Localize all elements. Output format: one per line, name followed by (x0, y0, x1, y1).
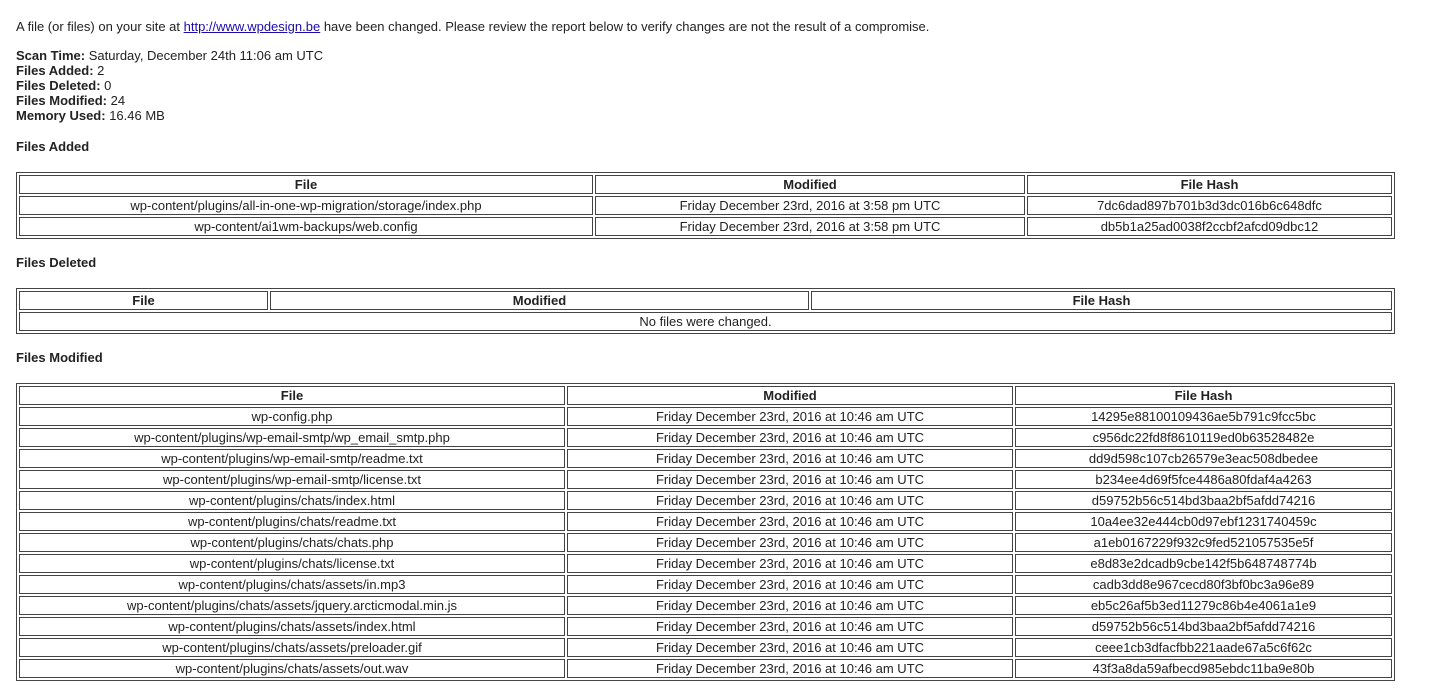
table-row (19, 638, 1392, 657)
modified-date-cell: Friday December 23rd, 2016 at 10:46 am UTC (567, 638, 1013, 657)
files-deleted-table (16, 288, 1395, 334)
table-header-row (19, 386, 1392, 405)
memory-used-value: 16.46 MB (109, 108, 165, 123)
file-hash-cell: d59752b56c514bd3baa2bf5afdd74216 (1015, 491, 1392, 510)
file-path-cell: wp-content/plugins/wp-email-smtp/license.txt (19, 470, 565, 489)
file-path-cell: wp-content/plugins/chats/assets/out.wav (19, 659, 565, 678)
table-row (19, 533, 1392, 552)
table-row (19, 659, 1392, 678)
files-added-value: 2 (97, 63, 105, 78)
files-modified-rows (19, 407, 1392, 678)
table-header-row (19, 175, 1392, 194)
table-row (19, 196, 1392, 215)
file-hash-cell: c956dc22fd8f8610119ed0b63528482e (1015, 428, 1392, 447)
modified-date-cell: Friday December 23rd, 2016 at 10:46 am UTC (567, 428, 1013, 447)
file-hash-cell: dd9d598c107cb26579e3eac508dbedee (1015, 449, 1392, 468)
file-hash-cell: cadb3dd8e967cecd80f3bf0bc3a96e89 (1015, 575, 1392, 594)
hash-column-header: File Hash (1027, 175, 1392, 194)
file-path-cell: wp-content/plugins/chats/chats.php (19, 533, 565, 552)
file-hash-cell: 43f3a8da59afbecd985ebdc11ba9e80b (1015, 659, 1392, 678)
hash-column-header: File Hash (1015, 386, 1392, 405)
file-hash-cell: d59752b56c514bd3baa2bf5afdd74216 (1015, 617, 1392, 636)
table-row (19, 554, 1392, 573)
modified-date-cell: Friday December 23rd, 2016 at 10:46 am UTC (567, 659, 1013, 678)
table-row (19, 575, 1392, 594)
table-row (19, 449, 1392, 468)
table-row (19, 470, 1392, 489)
file-path-cell: wp-content/ai1wm-backups/web.config (19, 217, 593, 236)
modified-date-cell: Friday December 23rd, 2016 at 10:46 am UTC (567, 617, 1013, 636)
file-hash-cell: a1eb0167229f932c9fed521057535e5f (1015, 533, 1392, 552)
scan-time-label: Scan Time: (16, 48, 86, 63)
file-path-cell: wp-content/plugins/chats/assets/preloader.gif (19, 638, 565, 657)
file-path-cell: wp-content/plugins/chats/assets/index.html (19, 617, 565, 636)
files-deleted-heading: Files Deleted (16, 255, 97, 270)
hash-column-header: File Hash (811, 291, 1392, 310)
files-added-row (16, 63, 323, 78)
modified-column-header: Modified (595, 175, 1025, 194)
no-files-message: No files were changed. (19, 312, 1392, 331)
modified-date-cell: Friday December 23rd, 2016 at 10:46 am UTC (567, 575, 1013, 594)
intro-before: A file (or files) on your site at (16, 19, 184, 34)
file-hash-cell: 14295e88100109436ae5b791c9fcc5bc (1015, 407, 1392, 426)
modified-date-cell: Friday December 23rd, 2016 at 3:58 pm UTC (595, 196, 1025, 215)
files-deleted-row (16, 78, 323, 93)
modified-date-cell: Friday December 23rd, 2016 at 10:46 am UTC (567, 470, 1013, 489)
files-deleted-label: Files Deleted: (16, 78, 101, 93)
modified-date-cell: Friday December 23rd, 2016 at 10:46 am UTC (567, 554, 1013, 573)
table-row (19, 407, 1392, 426)
files-added-table (16, 172, 1395, 239)
file-column-header: File (19, 291, 268, 310)
files-added-rows (19, 196, 1392, 236)
modified-column-header: Modified (567, 386, 1013, 405)
memory-used-row (16, 108, 323, 123)
files-modified-row (16, 93, 323, 108)
file-column-header: File (19, 175, 593, 194)
file-path-cell: wp-content/plugins/chats/index.html (19, 491, 565, 510)
intro-after: have been changed. Please review the report below to verify changes are not the result of a compromise. (320, 19, 930, 34)
scan-time-row (16, 48, 323, 63)
file-hash-cell: eb5c26af5b3ed11279c86b4e4061a1e9 (1015, 596, 1392, 615)
modified-date-cell: Friday December 23rd, 2016 at 10:46 am UTC (567, 491, 1013, 510)
table-row (19, 596, 1392, 615)
scan-summary (16, 48, 323, 123)
file-hash-cell: 10a4ee32e444cb0d97ebf1231740459c (1015, 512, 1392, 531)
table-row (19, 512, 1392, 531)
file-path-cell: wp-content/plugins/wp-email-smtp/readme.txt (19, 449, 565, 468)
file-path-cell: wp-content/plugins/chats/assets/jquery.arcticmodal.min.js (19, 596, 565, 615)
file-hash-cell: 7dc6dad897b701b3d3dc016b6c648dfc (1027, 196, 1392, 215)
scan-time-value: Saturday, December 24th 11:06 am UTC (88, 48, 324, 63)
modified-date-cell: Friday December 23rd, 2016 at 10:46 am UTC (567, 449, 1013, 468)
file-hash-cell: b234ee4d69f5fce4486a80fdaf4a4263 (1015, 470, 1392, 489)
file-column-header: File (19, 386, 565, 405)
modified-date-cell: Friday December 23rd, 2016 at 10:46 am UTC (567, 407, 1013, 426)
files-modified-label: Files Modified: (16, 93, 107, 108)
table-row (19, 617, 1392, 636)
modified-date-cell: Friday December 23rd, 2016 at 10:46 am UTC (567, 512, 1013, 531)
file-path-cell: wp-content/plugins/chats/readme.txt (19, 512, 565, 531)
empty-row (19, 312, 1392, 331)
file-path-cell: wp-content/plugins/chats/assets/in.mp3 (19, 575, 565, 594)
files-modified-value: 24 (110, 93, 126, 108)
files-added-heading: Files Added (16, 139, 90, 154)
file-path-cell: wp-content/plugins/chats/license.txt (19, 554, 565, 573)
modified-date-cell: Friday December 23rd, 2016 at 10:46 am UTC (567, 533, 1013, 552)
file-path-cell: wp-config.php (19, 407, 565, 426)
modified-date-cell: Friday December 23rd, 2016 at 10:46 am UTC (567, 596, 1013, 615)
modified-date-cell: Friday December 23rd, 2016 at 3:58 pm UTC (595, 217, 1025, 236)
files-added-label: Files Added: (16, 63, 94, 78)
file-hash-cell: e8d83e2dcadb9cbe142f5b648748774b (1015, 554, 1392, 573)
table-row (19, 217, 1392, 236)
file-hash-cell: ceee1cb3dfacfbb221aade67a5c6f62c (1015, 638, 1392, 657)
intro-text (16, 19, 929, 34)
file-path-cell: wp-content/plugins/wp-email-smtp/wp_email_smtp.php (19, 428, 565, 447)
memory-used-label: Memory Used: (16, 108, 106, 123)
site-link[interactable]: http://www.wpdesign.be (183, 19, 321, 34)
files-modified-heading: Files Modified (16, 350, 103, 365)
file-path-cell: wp-content/plugins/all-in-one-wp-migration/storage/index.php (19, 196, 593, 215)
files-deleted-value: 0 (104, 78, 112, 93)
table-row (19, 491, 1392, 510)
files-modified-table (16, 383, 1395, 681)
table-header-row (19, 291, 1392, 310)
table-row (19, 428, 1392, 447)
modified-column-header: Modified (270, 291, 809, 310)
file-hash-cell: db5b1a25ad0038f2ccbf2afcd09dbc12 (1027, 217, 1392, 236)
